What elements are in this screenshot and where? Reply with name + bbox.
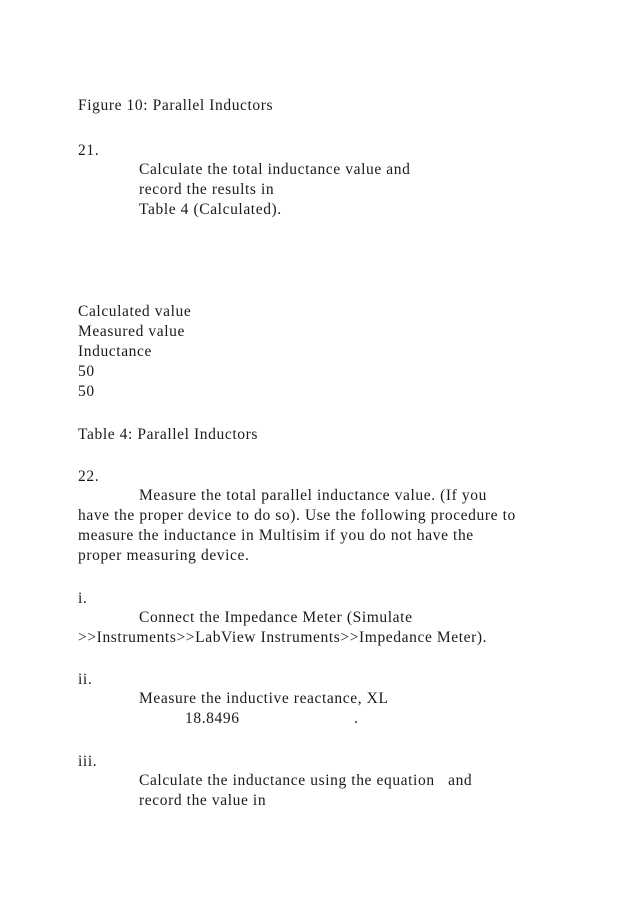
step-22-text: measure the inductance in Multisim if you do not have the <box>78 527 474 544</box>
step-21-text: Table 4 (Calculated). <box>139 201 282 218</box>
substep-ii-text: Measure the inductive reactance, XL <box>139 690 389 707</box>
step-22-text: Measure the total parallel inductance value. (If you <box>139 487 487 504</box>
substep-i-number: i. <box>78 590 88 607</box>
substep-i-text: >>Instruments>>LabView Instruments>>Impedance Meter). <box>78 629 488 646</box>
step-22-text: have the proper device to do so). Use the following procedure to <box>78 507 516 524</box>
substep-iii-number: iii. <box>78 753 98 770</box>
step-22-number: 22. <box>78 468 100 485</box>
figure-caption: Figure 10: Parallel Inductors <box>78 97 274 114</box>
substep-i-text: Connect the Impedance Meter (Simulate <box>139 609 413 626</box>
step-21-text: record the results in <box>139 181 275 198</box>
table-cell: Calculated value <box>78 303 192 320</box>
table-cell: 50 <box>78 383 95 400</box>
substep-iii-text: record the value in <box>139 792 267 809</box>
reactance-value-suffix: . <box>354 710 359 727</box>
step-21-text: Calculate the total inductance value and <box>139 161 411 178</box>
table-caption: Table 4: Parallel Inductors <box>78 426 258 443</box>
table-cell: Measured value <box>78 323 185 340</box>
substep-iii-text: Calculate the inductance using the equation and <box>139 772 473 789</box>
table-cell: Inductance <box>78 343 152 360</box>
step-21-number: 21. <box>78 142 100 159</box>
table-cell: 50 <box>78 363 95 380</box>
step-22-text: proper measuring device. <box>78 547 250 564</box>
substep-ii-number: ii. <box>78 671 93 688</box>
reactance-value: 18.8496 <box>185 710 240 727</box>
